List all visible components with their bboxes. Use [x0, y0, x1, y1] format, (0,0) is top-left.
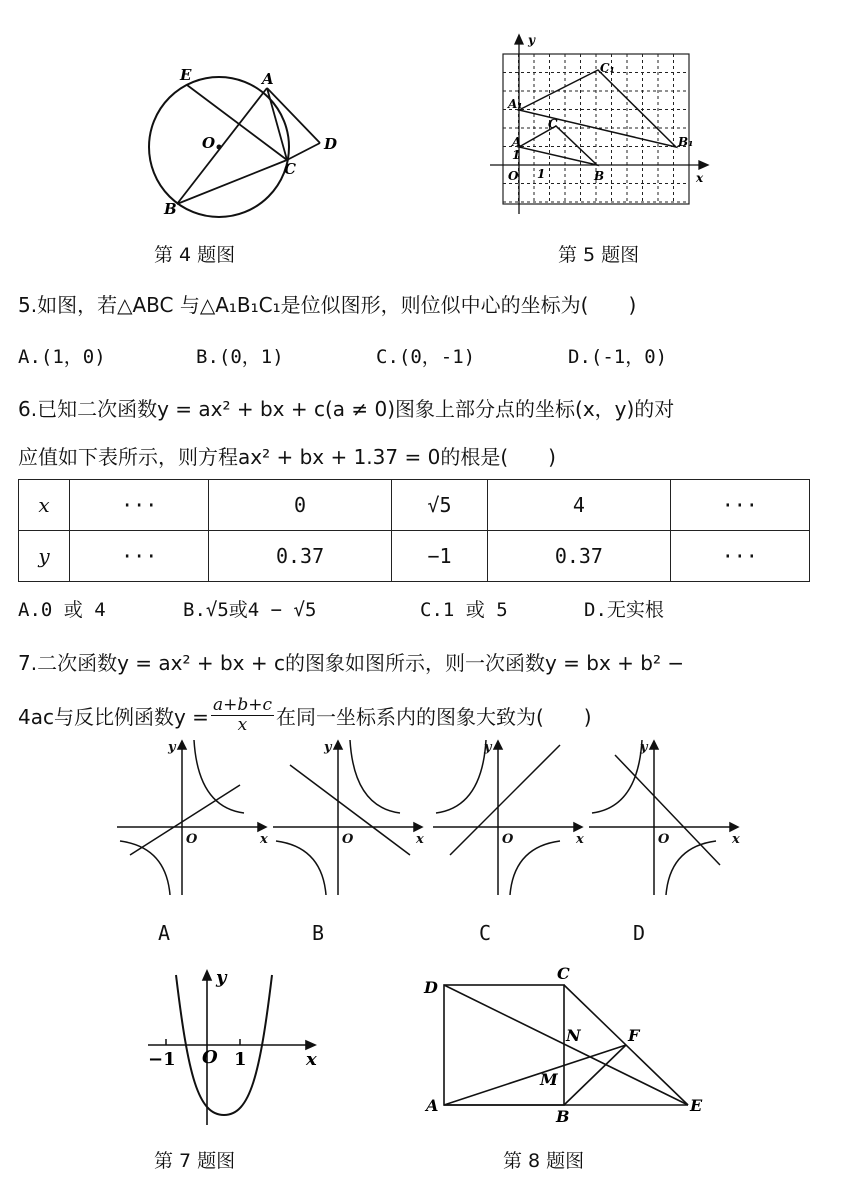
y-axis-arrow [178, 741, 186, 749]
choice-label-c: C [479, 921, 492, 945]
x-axis-arrow [414, 823, 422, 831]
figure-4 [130, 60, 360, 225]
linear-function-line [130, 785, 240, 855]
table-row [19, 480, 810, 531]
q7-line2-suffix: 在同一坐标系内的图象大致为( ) [275, 705, 592, 729]
question-5-text: 5.如图，若△ABC 与△A₁B₁C₁是位似图形，则位似中心的坐标为( ) [18, 293, 637, 317]
table-row [19, 531, 810, 582]
hyperbola-branch [666, 841, 716, 895]
fraction-numerator: a+b+c [212, 695, 272, 715]
x-axis-arrow [574, 823, 582, 831]
point-c-label: C [284, 160, 296, 178]
point-a-label: A [512, 135, 522, 149]
fraction-denominator: x [237, 715, 248, 735]
y-axis-label: y [484, 740, 492, 755]
point-o-label: O [202, 134, 216, 152]
question-6-line1: 6.已知二次函数y = ax² + bx + c(a ≠ 0)图象上部分点的坐标(x，y)的对 [18, 397, 675, 421]
q5-option-d: D.(-1，0) [568, 346, 668, 368]
y-axis-arrow [334, 741, 342, 749]
x-axis-label: x [576, 832, 584, 847]
choice-graph-d [589, 740, 740, 895]
x-axis-arrow [258, 823, 266, 831]
hyperbola-branch [120, 841, 170, 895]
point-d-label: D [324, 135, 338, 153]
point-b-label: B [556, 1107, 570, 1125]
point-e-label: E [180, 66, 192, 84]
table-cell: ··· [670, 480, 809, 531]
choice-graph-b [273, 740, 424, 895]
figure-7-caption: 第 7 题图 [154, 1150, 236, 1172]
question-6-line2: 应值如下表所示，则方程ax² + bx + 1.37 = 0的根是( ) [18, 445, 556, 469]
value-table [18, 479, 810, 582]
y-axis-label: y [324, 740, 332, 755]
point-c-label: C [548, 117, 558, 131]
q5-option-b: B.(0，1) [196, 346, 284, 368]
q6-option-d: D.无实根 [584, 599, 664, 621]
hyperbola-branch [350, 740, 400, 813]
table-cell: x [19, 480, 70, 531]
choice-graph-a [117, 740, 268, 895]
point-n-label: N [566, 1026, 581, 1045]
x-axis-label: x [260, 832, 268, 847]
figure-8 [420, 965, 710, 1125]
origin-label: O [342, 832, 354, 847]
hyperbola-branch [194, 740, 244, 813]
point-b1-label: B₁ [678, 135, 694, 149]
q6-option-a: A.0 或 4 [18, 599, 106, 621]
choice-graph-c [433, 740, 584, 895]
hyperbola-branch [436, 740, 486, 813]
point-a-label: A [262, 70, 274, 88]
question-7-line2 [18, 696, 592, 735]
question-7-line1: 7.二次函数y = ax² + bx + c的图象如图所示，则一次函数y = bx + b² − [18, 651, 685, 675]
origin-label: O [658, 832, 670, 847]
table-cell: ··· [670, 531, 809, 582]
fig7-tick-1: 1 [234, 1049, 247, 1070]
fig7-y-label: y [216, 967, 227, 988]
figure-5 [490, 30, 720, 220]
fig7-origin: O [202, 1047, 218, 1068]
point-b-label: B [164, 200, 177, 218]
hyperbola-branch [510, 841, 560, 895]
point-a-label: A [426, 1096, 439, 1115]
point-e-label: E [690, 1096, 703, 1115]
y-axis-arrow [494, 741, 502, 749]
point-c1-label: C₁ [600, 61, 615, 75]
figure-5-caption: 第 5 题图 [558, 244, 640, 266]
point-b-label: B [594, 169, 605, 183]
q6-option-c: C.1 或 5 [420, 599, 508, 621]
y-axis-label: y [640, 740, 648, 755]
q6-option-b: B.√5或4 − √5 [183, 599, 317, 621]
fig7-tick-neg1: −1 [148, 1049, 176, 1070]
x-axis-label: x [732, 832, 740, 847]
figure-8-caption: 第 8 题图 [503, 1150, 585, 1172]
choice-label-d: D [633, 921, 646, 945]
origin-label: O [186, 832, 198, 847]
x-axis-label: x [416, 832, 424, 847]
origin-label: O [502, 832, 514, 847]
x-axis-arrow [730, 823, 738, 831]
table-cell: ··· [69, 480, 208, 531]
y-axis-label: y [168, 740, 176, 755]
y-axis-label: y [528, 33, 535, 47]
q7-line2-prefix: 4ac与反比例函数y = [18, 705, 209, 729]
point-d-label: D [424, 978, 438, 997]
point-m-label: M [540, 1070, 558, 1089]
q5-option-a: A.(1，0) [18, 346, 106, 368]
fig7-x-label: x [306, 1049, 317, 1070]
origin-label: O [508, 169, 519, 183]
tick-y-1: 1 [512, 148, 521, 162]
figure-4-caption: 第 4 题图 [154, 244, 236, 266]
table-cell: 0.37 [209, 531, 391, 582]
point-a1-label: A₁ [508, 97, 523, 111]
y-axis-arrow [650, 741, 658, 749]
point-f-label: F [628, 1026, 640, 1045]
table-cell: −1 [391, 531, 488, 582]
table-cell: 4 [488, 480, 670, 531]
table-cell: ··· [69, 531, 208, 582]
tick-x-1: 1 [537, 167, 546, 181]
table-cell: 0.37 [488, 531, 670, 582]
x-axis-label: x [696, 171, 704, 185]
figure-7 [140, 965, 330, 1130]
fraction [211, 696, 274, 735]
hyperbola-branch [276, 841, 326, 895]
choice-label-b: B [312, 921, 325, 945]
table-cell: 0 [209, 480, 391, 531]
table-cell: √5 [391, 480, 488, 531]
choice-label-a: A [158, 921, 171, 945]
q5-option-c: C.(0，-1) [376, 346, 476, 368]
linear-function-line [615, 755, 720, 865]
table-cell: y [19, 531, 70, 582]
point-c-label: C [557, 965, 570, 983]
choice-graphs [110, 735, 750, 900]
